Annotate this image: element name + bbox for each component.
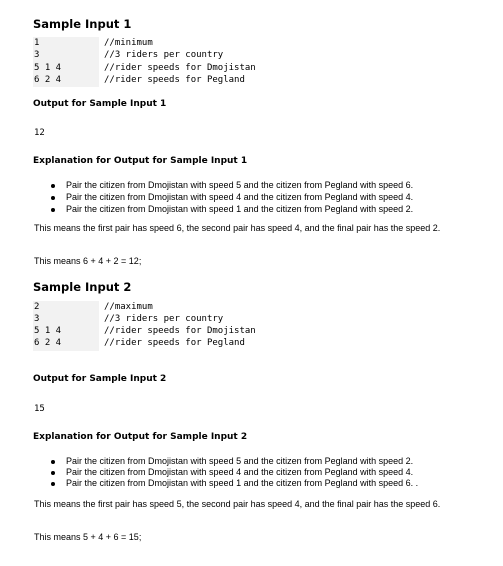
code-comment-line: //3 riders per country [104, 50, 224, 60]
code-input-line: 6 2 4 [34, 338, 62, 348]
bullet-dot [51, 196, 55, 200]
code-comment-line: //rider speeds for Pegland [104, 75, 245, 85]
explanation-2-sum: This means 5 + 4 + 6 = 15; [34, 532, 142, 542]
code-input-line: 5 1 4 [34, 326, 62, 336]
explanation-1-sum: This means 6 + 4 + 2 = 12; [34, 256, 142, 266]
bullet-dot [51, 184, 55, 188]
explanation-1-bullet: Pair the citizen from Dmojistan with speed 4 and the citizen from Pegland with speed 4. [66, 192, 414, 202]
code-comment-line: //maximum [104, 302, 153, 312]
bullet-dot [51, 471, 55, 475]
code-input-line: 3 [34, 50, 40, 60]
code-input-line: 1 [34, 38, 40, 48]
explanation-2-bullet: Pair the citizen from Dmojistan with speed 5 and the citizen from Pegland with speed 2. [66, 456, 414, 466]
code-comment-line: //rider speeds for Dmojistan [104, 63, 256, 73]
output-2-value: 15 [34, 404, 45, 414]
explanation-1-paragraph: This means the first pair has speed 6, the second pair has speed 4, and the final pair has the speed 2. [34, 223, 441, 233]
explanation-2-bullet: Pair the citizen from Dmojistan with speed 1 and the citizen from Pegland with speed 6. . [66, 478, 419, 488]
bullet-dot [51, 208, 55, 212]
output-2-heading: Output for Sample Input 2 [33, 374, 167, 384]
explanation-1-heading: Explanation for Output for Sample Input 1 [33, 156, 248, 166]
explanation-2-paragraph: This means the first pair has speed 5, the second pair has speed 4, and the final pair has the speed 6. [34, 499, 441, 509]
explanation-2-heading: Explanation for Output for Sample Input 2 [33, 432, 248, 442]
code-comment-line: //3 riders per country [104, 314, 224, 324]
bullet-dot [51, 460, 55, 464]
explanation-1-bullet: Pair the citizen from Dmojistan with speed 5 and the citizen from Pegland with speed 6. [66, 180, 414, 190]
explanation-2-bullet: Pair the citizen from Dmojistan with speed 4 and the citizen from Pegland with speed 4. [66, 467, 414, 477]
code-input-line: 6 2 4 [34, 75, 62, 85]
code-input-line: 2 [34, 302, 40, 312]
code-input-line: 5 1 4 [34, 63, 62, 73]
output-1-value: 12 [34, 128, 45, 138]
sample-input-1-heading: Sample Input 1 [33, 17, 132, 31]
explanation-1-bullet: Pair the citizen from Dmojistan with speed 1 and the citizen from Pegland with speed 2. [66, 204, 414, 214]
bullet-dot [51, 482, 55, 486]
code-comment-line: //minimum [104, 38, 153, 48]
code-comment-line: //rider speeds for Dmojistan [104, 326, 256, 336]
code-input-line: 3 [34, 314, 40, 324]
sample-input-2-heading: Sample Input 2 [33, 280, 132, 294]
output-1-heading: Output for Sample Input 1 [33, 99, 167, 109]
code-comment-line: //rider speeds for Pegland [104, 338, 245, 348]
